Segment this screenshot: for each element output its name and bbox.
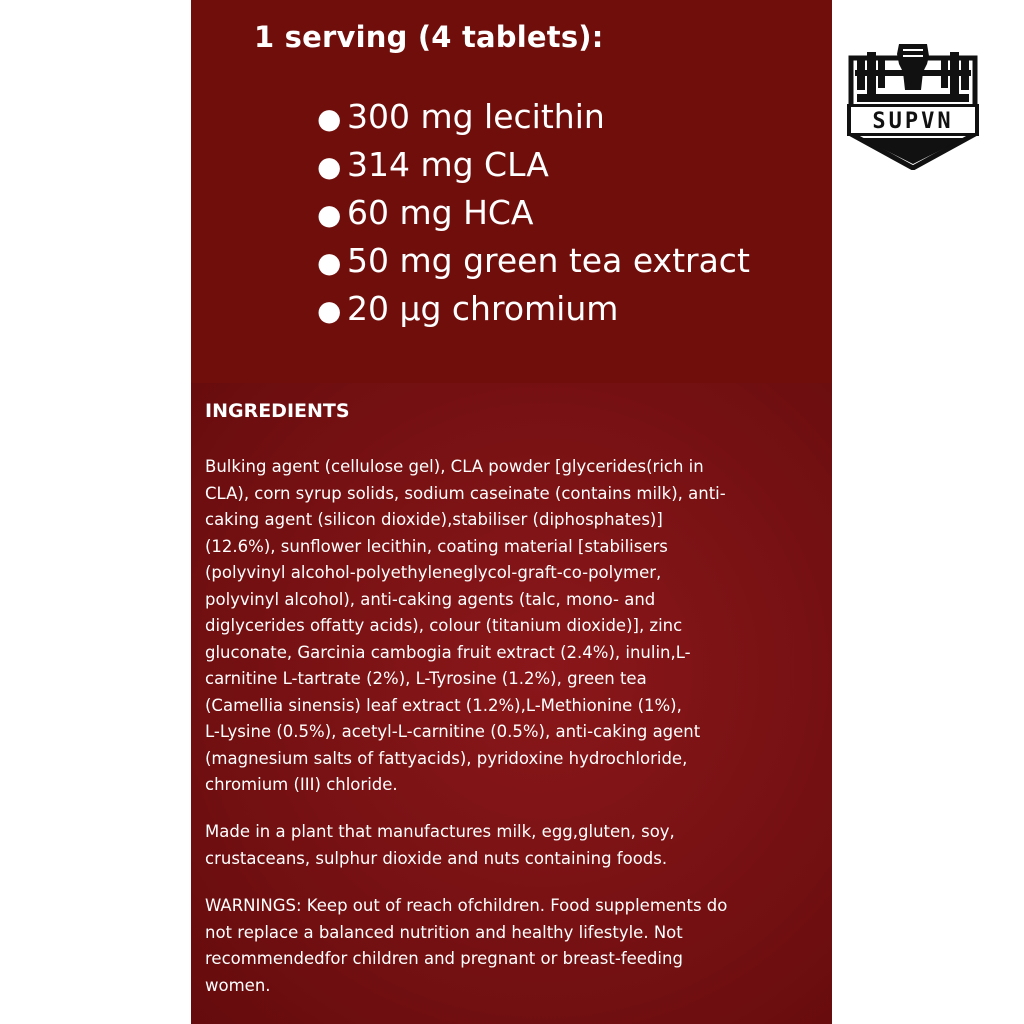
nutrient-item [317,286,750,334]
text-line: women. [205,975,271,995]
product-info-panel [191,0,832,1024]
nutrient-item [317,94,750,142]
text-line: recommendedfor children and pregnant or breast-feeding [205,949,683,968]
bullet-icon: ● [317,102,342,135]
text-line: (polyvinyl alcohol-polyethyleneglycol-graft-co-polymer, [205,563,662,582]
text-line: (magnesium salts of fattyacids), pyridoxine hydrochloride, [205,748,688,768]
text-line: (Camellia sinensis) leaf extract (1.2%),L-Methionine (1%), [205,695,682,715]
supvn-logo [843,42,983,170]
serving-section [191,0,832,383]
text-line: diglycerides offatty acids), colour (titanium dioxide)], zinc [205,616,683,635]
bullet-icon: ● [317,198,342,231]
text-line: Made in a plant that manufactures milk, egg,gluten, soy, [205,822,675,841]
logo-text: SUPVN [872,109,954,134]
nutrient-item [317,142,750,190]
nutrient-text: 50 mg green tea extract [347,241,750,280]
nutrient-text: 60 mg HCA [347,193,534,232]
nutrient-item [317,190,750,238]
text-line: CLA), corn syrup solids, sodium caseinate (contains milk), anti- [205,483,726,503]
text-line: polyvinyl alcohol), anti-caking agents (talc, mono- and [205,589,656,609]
nutrient-text: 20 µg chromium [347,289,619,328]
text-line: crustaceans, sulphur dioxide and nuts containing foods. [205,848,668,868]
allergen-text [205,819,817,872]
nutrient-text: 300 mg lecithin [347,97,605,136]
warnings-text [205,893,817,999]
text-line: gluconate, Garcinia cambogia fruit extract (2.4%), inulin,L- [205,642,691,662]
nutrient-text: 314 mg CLA [347,145,549,184]
text-line: (12.6%), sunflower lecithin, coating material [stabilisers [205,536,668,556]
text-line: carnitine L-tartrate (2%), L-Tyrosine (1.2%), green tea [205,669,647,688]
text-line: WARNINGS: Keep out of reach ofchildren. Food supplements do [205,896,728,915]
nutrient-item [317,238,750,286]
bullet-icon: ● [317,294,342,327]
text-line: caking agent (silicon dioxide),stabiliser (diphosphates)] [205,510,663,529]
serving-title: 1 serving (4 tablets): [254,20,604,54]
text-line: chromium (III) chloride. [205,775,398,794]
text-line: not replace a balanced nutrition and healthy lifestyle. Not [205,922,683,942]
ingredients-heading: INGREDIENTS [205,400,350,422]
text-line: Bulking agent (cellulose gel), CLA powder [glycerides(rich in [205,457,704,476]
fist-dumbbell-shield-icon [847,44,979,168]
bullet-icon: ● [317,246,342,279]
ingredients-section [191,383,832,1024]
bullet-icon: ● [317,150,342,183]
nutrient-list [317,94,750,334]
ingredients-text [205,454,817,799]
text-line: L-Lysine (0.5%), acetyl-L-carnitine (0.5%), anti-caking agent [205,722,701,741]
